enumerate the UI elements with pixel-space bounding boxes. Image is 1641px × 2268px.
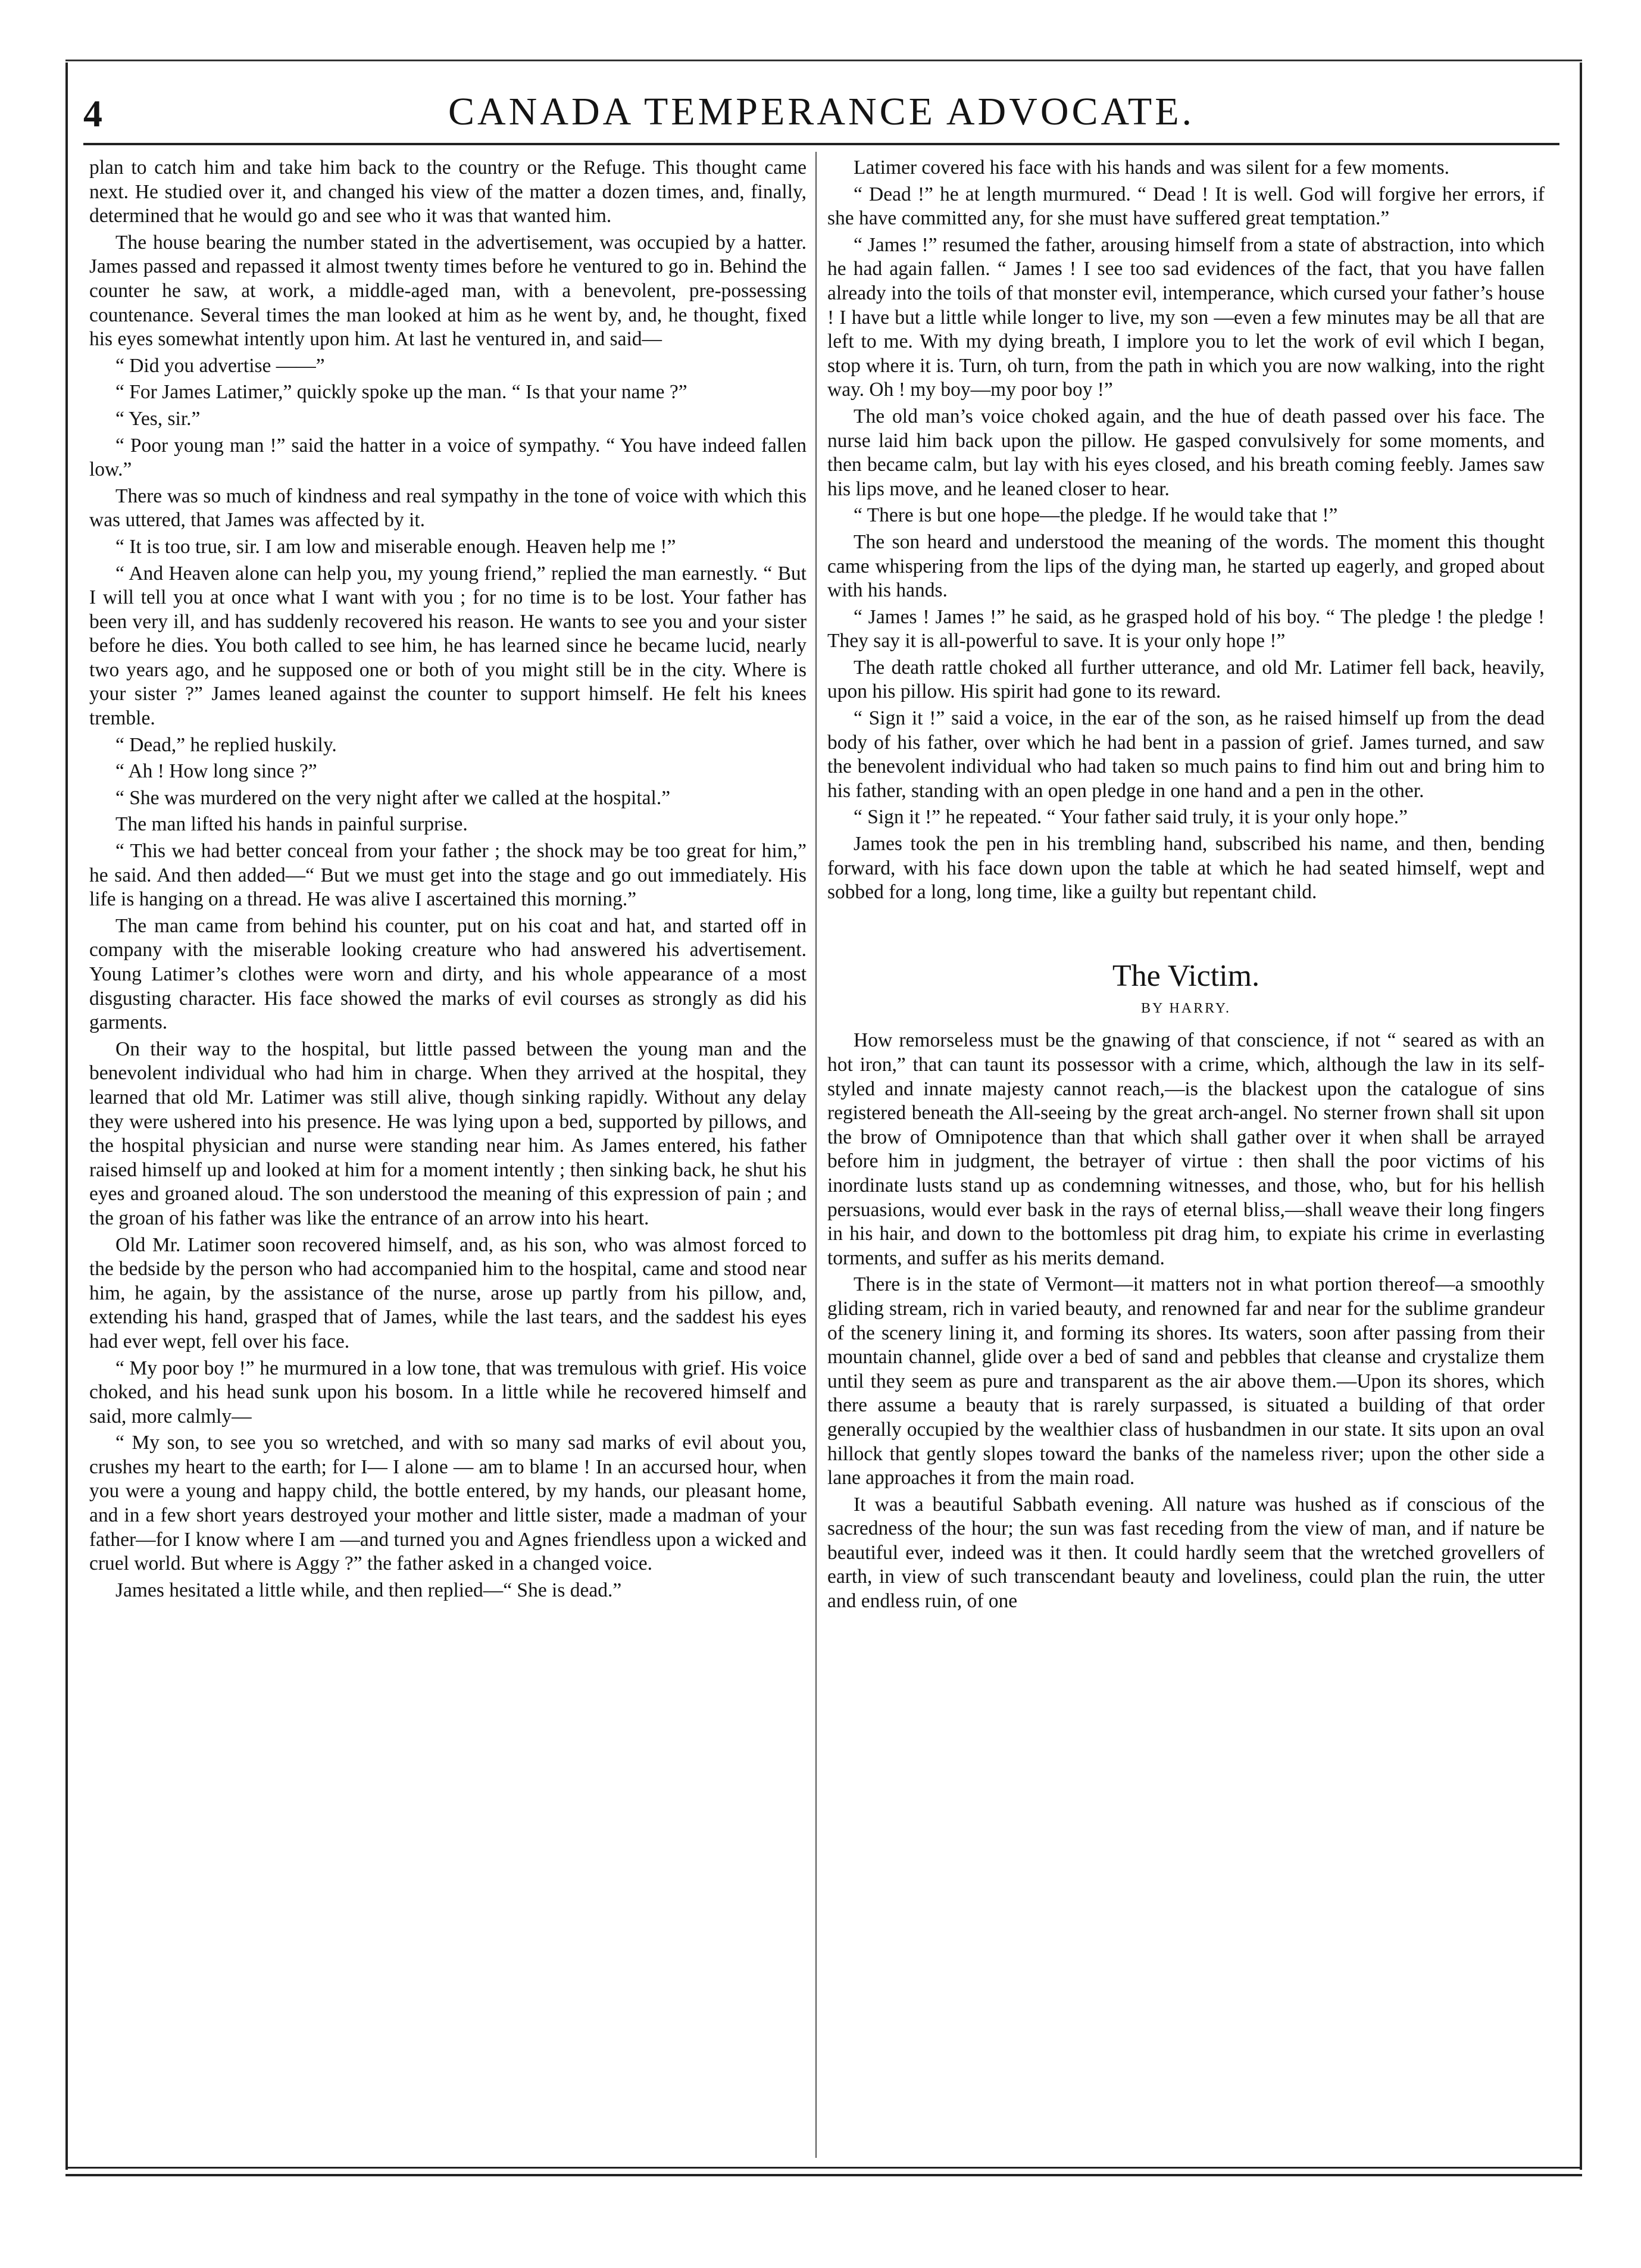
right-paragraph: The death rattle choked all further utterance, and old Mr. Latimer fell back, heavily, upon his pillow. His spirit had gone to its reward.	[827, 656, 1545, 703]
left-paragraph: “ Yes, sir.”	[115, 407, 201, 430]
left-paragraph: “ She was murdered on the very night after we called at the hospital.”	[115, 786, 671, 809]
left-paragraph: There was so much of kindness and real sympathy in the tone of voice with which this was uttered, that James was affected by it.	[89, 485, 807, 532]
column-divider	[815, 152, 817, 2158]
article-paragraph: How remorseless must be the gnawing of that conscience, if not “ seared as with an hot iron,” that can taunt its possessor with a crime, which, although the law in its self-styled and innate majesty cannot reach,—is the blackest upon the catalogue of sins registered beneath the All-seeing by the great arch-angel. No sterner frown shall sit upon the brow of Omnipotence than that which shall gather over it when shall be arrayed before him in judgment, the betrayer of virtue : then shall the poor victims of his inordinate lusts stand up as condemning witnesses, and those, who, but for his hellish persuasions, would ever bask in the rays of eternal bliss,—shall weave their long fingers in his hair, and down to the bottomless pit drag him, to expiate his crime in everlasting torments, and suffer as his merits demand.	[827, 1029, 1545, 1269]
newspaper-title: CANADA TEMPERANCE ADVOCATE.	[448, 90, 1195, 133]
article-paragraph: It was a beautiful Sabbath evening. All nature was hushed as if conscious of the sacredness of the hour; the sun was fast receding from the view of man, and if nature be beautiful ever, indeed was it then. It could hardly seem that the wretched grovellers of earth, in view of such transcendant beauty and loveliness, could plan the ruin, the utter and endless ruin, of one	[827, 1493, 1545, 1613]
left-paragraph: Old Mr. Latimer soon recovered himself, and, as his son, who was almost forced to the bedside by the person who had accompanied him to the hospital, came and stood near him, he again, by the assistance of the nurse, arose up partly from his pillow, and, extending his hand, grasped that of James, while the last tears, and the saddest his eyes had ever wept, fell over his face.	[89, 1233, 807, 1352]
page-header	[83, 89, 1559, 143]
right-paragraph: The son heard and understood the meaning of the words. The moment this thought came whispering from the lips of the dying man, he started up eagerly, and groped about with his hands.	[827, 530, 1545, 602]
right-paragraph: Latimer covered his face with his hands and was silent for a few moments.	[854, 157, 1449, 179]
left-paragraph: “ Poor young man !” said the hatter in a voice of sympathy. “ You have indeed fallen low.”	[89, 434, 807, 481]
left-paragraph: plan to catch him and take him back to the country or the Refuge. This thought came next. He studied over it, and changed his view of the matter a dozen times, and, finally, determined that he would go and see who it was that wanted him.	[89, 157, 807, 227]
right-paragraph: The old man’s voice choked again, and the hue of death passed over his face. The nurse laid him back upon the pillow. He gasped convulsively for some moments, and then became calm, but lay with his eyes closed, and his breath coming feebly. James saw his lips move, and he leaned closer to hear.	[827, 405, 1545, 500]
left-paragraph: “ My poor boy !” he murmured in a low tone, that was tremulous with grief. His voice choked, and his head sunk upon his bosom. In a little while he recovered himself and said, more calmly—	[89, 1357, 807, 1427]
left-paragraph: “ My son, to see you so wretched, and with so many sad marks of evil about you, crushes my heart to the earth; for I— I alone — am to blame ! In an accursed hour, when you were a young and happy child, the bottle entered, by my hands, our pleasant home, and in a few short years destroyed your mother and little sister, made a madman of your father—for I know where I am —and turned you and Agnes friendless upon a wicked and cruel world. But where is Aggy ?” the father asked in a changed voice.	[89, 1432, 807, 1575]
right-paragraph: “ James ! James !” he said, as he grasped hold of his boy. “ The pledge ! the pledge ! They say it is all-powerful to save. It is your only hope !”	[827, 605, 1545, 652]
top-border-rule	[65, 60, 1582, 61]
page-number: 4	[83, 92, 102, 135]
right-column	[827, 156, 1545, 1616]
right-paragraph: “ There is but one hope—the pledge. If he would take that !”	[854, 504, 1338, 527]
article-byline: BY HARRY.	[1140, 1000, 1231, 1016]
left-paragraph: “ Ah ! How long since ?”	[115, 760, 317, 783]
left-paragraph: The man came from behind his counter, put on his coat and hat, and started off in company with the miserable looking creature who had answered his advertisement. Young Latimer’s clothes were worn and dirty, and his whole appearance of a most disgusting character. His face showed the marks of evil courses as strongly as did his garments.	[89, 914, 807, 1034]
right-paragraph: “ Sign it !” he repeated. “ Your father said truly, it is your only hope.”	[854, 806, 1408, 829]
bottom-border-rule	[65, 2167, 1582, 2176]
article-title: The Victim.	[1112, 958, 1260, 993]
right-paragraph: James took the pen in his trembling hand, subscribed his name, and then, bending forward, with his face down upon the table at which he had seated himself, wept and sobbed for a long, long time, like a guilty but repentant child.	[827, 833, 1545, 904]
left-paragraph: “ For James Latimer,” quickly spoke up the man. “ Is that your name ?”	[115, 381, 687, 404]
left-paragraph: “ And Heaven alone can help you, my young friend,” replied the man earnestly. “ But I will tell you at once what I want with you ; for no time is to be lost. Your father has been very ill, and has suddenly recovered his reason. He wants to see you and your sister before he dies. You both called to see him, he has learned since he became lucid, nearly two years ago, and he supposed one or both of you might still be in the city. Where is your sister ?” James leaned against the counter to support himself. He felt his knees tremble.	[89, 562, 807, 730]
left-paragraph: “ Dead,” he replied huskily.	[115, 733, 337, 756]
right-paragraph: “ Sign it !” said a voice, in the ear of the son, as he raised himself up from the dead body of his father, over which he had bent in a passion of grief. James turned, and saw the benevolent individual who had taken so much pains to find him out and bring him to his father, standing with an open pledge in one hand and a pen in the other.	[827, 707, 1545, 802]
left-paragraph: On their way to the hospital, but little passed between the young man and the benevolent individual who had him in charge. When they arrived at the hospital, they learned that old Mr. Latimer was still alive, though sinking rapidly. Without any delay they were ushered into his presence. He was lying upon a bed, supported by pillows, and the hospital physician and nurse were standing near him. As James entered, his father raised himself up and looked at him for a moment intently ; then sinking back, he shut his eyes and groaned aloud. The son understood the meaning of this expression of pain ; and the groan of his father was like the entrance of an arrow into his heart.	[89, 1038, 807, 1229]
left-paragraph: “ Did you advertise ——”	[115, 354, 325, 377]
left-column	[89, 156, 807, 1605]
left-paragraph: The house bearing the number stated in the advertisement, was occupied by a hatter. James passed and repassed it almost twenty times before he ventured to go in. Behind the counter he saw, at work, a middle-aged man, with a benevolent, pre-possessing countenance. Several times the man looked at him as he went by, and, he thought, fixed his eyes somewhat intently upon him. At last he ventured in, and said—	[89, 231, 807, 351]
left-paragraph: “ This we had better conceal from your father ; the shock may be too great for him,” he said. And then added—“ But we must get into the stage and go out immediately. His life is hanging on a thread. He was alive I ascertained this morning.”	[89, 840, 807, 911]
right-paragraph: “ James !” resumed the father, arousing himself from a state of abstraction, into which he had again fallen. “ James ! I see too sad evidences of the fact, that you have fallen already into the toils of that monster evil, intemperance, which cursed your father’s house ! I have but a little while longer to live, my son —even a few minutes may be all that are left to me. With my dying breath, I implore you to let the work of evil which I began, stop where it is. Turn, oh turn, from the path in which you are now walking, into the right way. Oh ! my boy—my poor boy !”	[827, 233, 1545, 401]
article-paragraph: There is in the state of Vermont—it matters not in what portion thereof—a smoothly gliding stream, rich in varied beauty, and renowned far and near for the sublime grandeur of the scenery lining it, and forming its shores. Its waters, soon after passing from their mountain channel, glide over a bed of sand and pebbles that cleanse and crystalize them until they seem as pure and transparent as the air above them.—Upon its shores, which there assume a beauty that is rarely surpassed, is situated a building of that order generally occupied by the wealthier class of husbandmen in our state. It sits upon an oval hillock that gently slopes toward the banks of the nameless river; upon the other side a lane approaches it from the main road.	[827, 1273, 1545, 1489]
right-paragraph: “ Dead !” he at length murmured. “ Dead ! It is well. God will forgive her errors, if she have committed any, for she must have suffered great temptation.”	[827, 183, 1545, 230]
left-paragraph: The man lifted his hands in painful surprise.	[115, 813, 468, 836]
header-rule	[83, 143, 1559, 145]
left-paragraph: James hesitated a little while, and then replied—“ She is dead.”	[115, 1579, 622, 1601]
left-paragraph: “ It is too true, sir. I am low and miserable enough. Heaven help me !”	[115, 535, 676, 558]
